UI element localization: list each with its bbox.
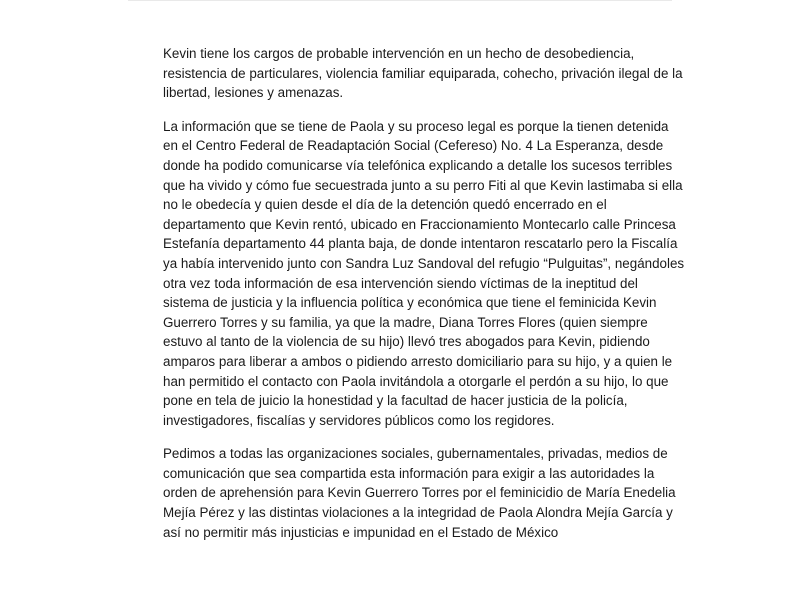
text-line: estuvo al tanto de la violencia de su hijo) llevó tres abogados para Kevin, pidiendo bbox=[163, 334, 650, 350]
paragraph-call-to-action bbox=[163, 444, 676, 542]
text-line: otra vez toda información de esa intervención siendo víctimas de la ineptitud del bbox=[163, 275, 638, 291]
text-line: Kevin tiene los cargos de probable intervención en un hecho de desobediencia, bbox=[163, 46, 635, 61]
text-line: así no permitir más injusticias e impunidad en el Estado de México bbox=[163, 524, 559, 540]
paragraph-charges bbox=[163, 44, 683, 103]
text-line: que ha vivido y cómo fue secuestrada junto a su perro Fiti al que Kevin lastimaba si ella bbox=[163, 177, 683, 193]
text-line: investigadores, fiscalías y servidores públicos como los regidores. bbox=[163, 412, 555, 428]
text-line: orden de aprehensión para Kevin Guerrero Torres por el feminicidio de María Enedelia bbox=[163, 485, 676, 501]
text-line: han permitido el contacto con Paola invitándola a otorgarle el perdón a su hijo, lo que bbox=[163, 373, 669, 389]
text-line: no le obedecía y quien desde el día de la detención quedó encerrado en el bbox=[163, 197, 607, 213]
text-line: libertad, lesiones y amenazas. bbox=[163, 85, 344, 101]
text-line: sistema de justicia y la influencia política y económica que tiene el feminicida Kevin bbox=[163, 295, 657, 311]
text-line: resistencia de particulares, violencia familiar equiparada, cohecho, privación ilegal de la bbox=[163, 65, 683, 81]
text-line: Mejía Pérez y las distintas violaciones a la integridad de Paola Alondra Mejía García y bbox=[163, 505, 673, 521]
text-line: ya había intervenido junto con Sandra Luz Sandoval del refugio “Pulguitas”, negándoles bbox=[163, 255, 685, 271]
text-line: donde ha podido comunicarse vía telefónica explicando a detalle los sucesos terribles bbox=[163, 157, 673, 173]
text-line: departamento que Kevin rentó, ubicado en Fraccionamiento Montecarlo calle Princesa bbox=[163, 216, 676, 232]
text-line: en el Centro Federal de Readaptación Social (Cefereso) No. 4 La Esperanza, desde bbox=[163, 138, 664, 154]
paragraph-paola-legal-process bbox=[163, 117, 685, 431]
text-line: Estefanía departamento 44 planta baja, de donde intentaron rescatarlo pero la Fiscalía bbox=[163, 236, 678, 252]
page-top-edge bbox=[128, 0, 672, 1]
text-line: La información que se tiene de Paola y su proceso legal es porque la tienen detenida bbox=[163, 118, 669, 134]
document-page bbox=[163, 44, 685, 556]
text-line: Guerrero Torres y su familia, ya que la madre, Diana Torres Flores (quien siempre bbox=[163, 314, 648, 330]
text-line: amparos para liberar a ambos o pidiendo arresto domiciliario para su hijo, y a quien le bbox=[163, 353, 673, 369]
text-line: comunicación que sea compartida esta información para exigir a las autoridades la bbox=[163, 465, 655, 481]
text-line: Pedimos a todas las organizaciones sociales, gubernamentales, privadas, medios de bbox=[163, 446, 668, 462]
text-line: pone en tela de juicio la honestidad y la facultad de hacer justicia de la policía, bbox=[163, 393, 628, 409]
